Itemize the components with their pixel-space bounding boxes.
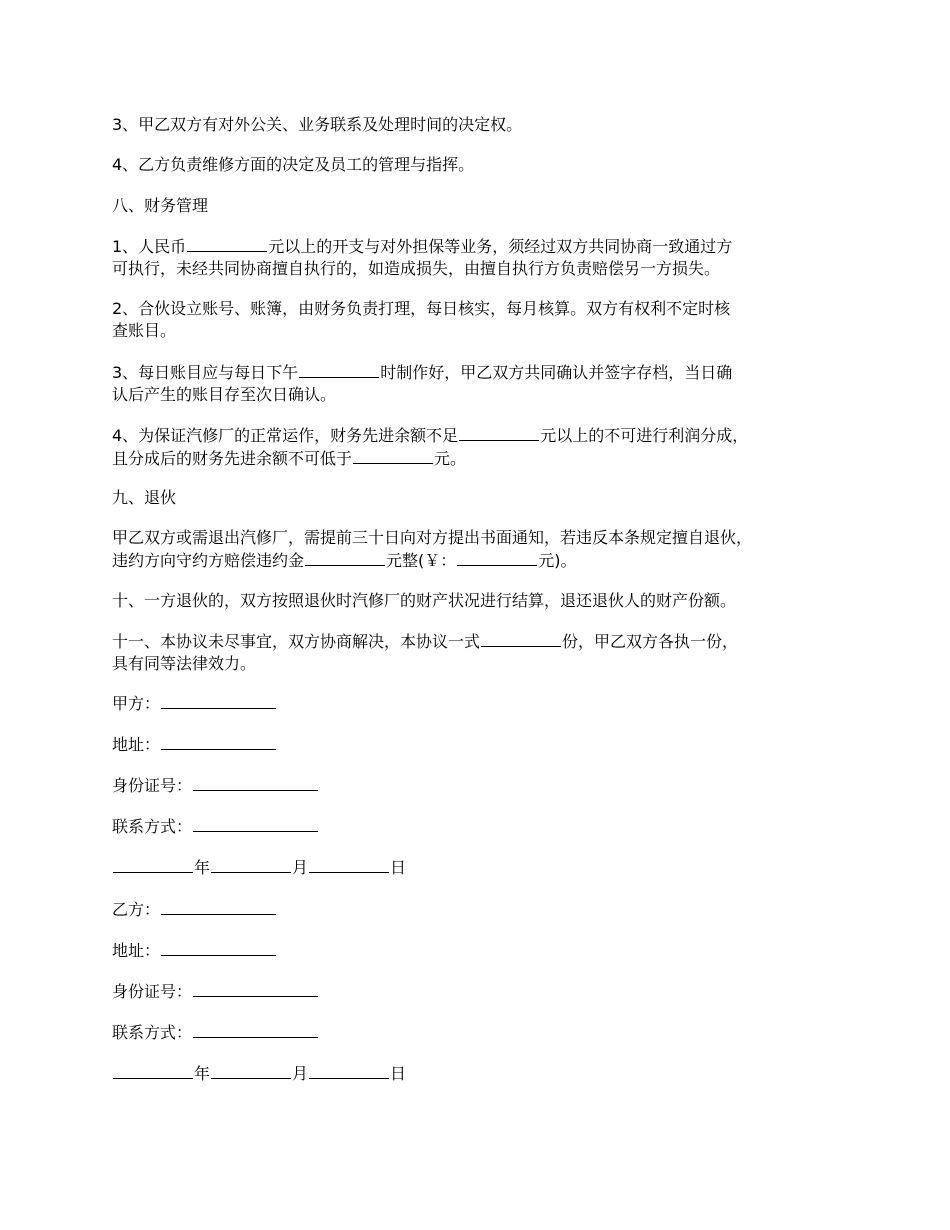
withdrawal-clause-text-b: 违约方向守约方赔偿违约金 xyxy=(112,551,305,570)
clause-4-text: 4、乙方负责维修方面的决定及员工的管理与指挥。 xyxy=(112,155,475,174)
party-a-day-label: 日 xyxy=(390,858,407,877)
party-b-year-blank xyxy=(113,1062,193,1079)
penalty-amount-blank xyxy=(457,549,537,566)
party-a-id-blank xyxy=(193,774,318,791)
party-b-address-label: 地址： xyxy=(112,941,161,960)
party-b-day-label: 日 xyxy=(390,1064,407,1083)
party-a-contact-blank xyxy=(193,815,318,832)
amount-blank xyxy=(187,235,267,252)
copies-blank xyxy=(481,630,561,647)
party-a-month-label: 月 xyxy=(292,858,309,877)
party-a-name-blank xyxy=(161,692,276,709)
balance-blank xyxy=(459,424,539,441)
finance-clause-4 xyxy=(112,424,842,470)
finance-clause-3-text-a: 3、每日账目应与每日下午 xyxy=(112,363,299,382)
section-heading-8-text: 八、财务管理 xyxy=(112,196,209,215)
party-b-contact-blank xyxy=(193,1021,318,1038)
section-heading-9 xyxy=(112,487,842,509)
clause-3 xyxy=(112,114,842,136)
party-a-address-blank xyxy=(161,733,276,750)
section-11-text-c: 具有同等法律效力。 xyxy=(112,654,257,673)
finance-clause-1-text-c: 可执行，未经共同协商擅自执行的，如造成损失，由擅自执行方负责赔偿另一方损失。 xyxy=(112,259,721,278)
party-b-day-blank xyxy=(309,1062,389,1079)
party-a-id-label: 身份证号： xyxy=(112,776,193,795)
party-a-contact-label: 联系方式： xyxy=(112,817,193,836)
party-b-contact-label: 联系方式： xyxy=(112,1023,193,1042)
party-b-address-blank xyxy=(161,939,276,956)
party-a-address-line xyxy=(112,733,842,756)
party-a-contact-line xyxy=(112,815,842,838)
finance-clause-1 xyxy=(112,235,842,280)
party-b-date-line xyxy=(112,1062,842,1085)
withdrawal-clause-text-a: 甲乙双方或需退出汽修厂，需提前三十日向对方提出书面通知，若违反本条规定擅自退伙， xyxy=(112,528,753,547)
party-b-name-line xyxy=(112,898,842,921)
section-10-text: 十、一方退伙的，双方按照退伙时汽修厂的财产状况进行结算，退还退伙人的财产份额。 xyxy=(112,591,737,610)
finance-clause-2-text-a: 2、合伙设立账号、账簿，由财务负责打理，每日核实，每月核算。双方有权利不定时核 xyxy=(112,299,731,318)
finance-clause-4-text-d: 元。 xyxy=(434,449,467,468)
finance-clause-3-text-c: 认后产生的账目存至次日确认。 xyxy=(112,385,337,404)
finance-clause-4-text-a: 4、为保证汽修厂的正常运作，财务先进余额不足 xyxy=(112,426,459,445)
party-a-year-blank xyxy=(113,856,193,873)
finance-clause-4-text-c: 且分成后的财务先进余额不可低于 xyxy=(112,449,353,468)
party-b-id-blank xyxy=(193,980,318,997)
section-heading-8 xyxy=(112,195,842,217)
party-a-name-label: 甲方： xyxy=(112,694,161,713)
party-a-id-line xyxy=(112,774,842,797)
finance-clause-1-text-a: 1、人民币 xyxy=(112,237,187,256)
party-b-contact-line xyxy=(112,1021,842,1044)
party-a-month-blank xyxy=(211,856,291,873)
finance-clause-2 xyxy=(112,298,842,342)
min-balance-blank xyxy=(353,447,433,464)
party-b-month-blank xyxy=(211,1062,291,1079)
withdrawal-clause xyxy=(112,527,842,572)
section-11 xyxy=(112,630,842,675)
party-a-address-label: 地址： xyxy=(112,735,161,754)
clause-4 xyxy=(112,154,842,176)
party-a-year-label: 年 xyxy=(194,858,211,877)
party-b-id-line xyxy=(112,980,842,1003)
party-b-name-label: 乙方： xyxy=(112,900,161,919)
party-b-year-label: 年 xyxy=(194,1064,211,1083)
section-10 xyxy=(112,590,842,612)
section-11-text-b: 份，甲乙双方各执一份， xyxy=(562,632,739,651)
party-b-month-label: 月 xyxy=(292,1064,309,1083)
section-11-text-a: 十一、本协议未尽事宜，双方协商解决，本协议一式 xyxy=(112,632,481,651)
section-heading-9-text: 九、退伙 xyxy=(112,488,177,507)
party-b-id-label: 身份证号： xyxy=(112,982,193,1001)
finance-clause-2-text-b: 查账目。 xyxy=(112,321,177,340)
withdrawal-clause-text-c: 元整(￥： xyxy=(386,551,457,570)
finance-clause-4-text-b: 元以上的不可进行利润分成， xyxy=(540,426,749,445)
party-a-name-line xyxy=(112,692,842,715)
penalty-blank xyxy=(305,549,385,566)
withdrawal-clause-text-d: 元)。 xyxy=(538,551,577,570)
party-b-address-line xyxy=(112,939,842,962)
party-b-name-blank xyxy=(161,898,276,915)
finance-clause-1-text-b: 元以上的开支与对外担保等业务，须经过双方共同协商一致通过方 xyxy=(268,237,733,256)
finance-clause-3 xyxy=(112,361,842,406)
party-a-day-blank xyxy=(309,856,389,873)
time-blank xyxy=(299,361,379,378)
clause-3-text: 3、甲乙双方有对外公关、业务联系及处理时间的决定权。 xyxy=(112,115,523,134)
finance-clause-3-text-b: 时制作好，甲乙双方共同确认并签字存档，当日确 xyxy=(380,363,733,382)
party-a-date-line xyxy=(112,856,842,879)
